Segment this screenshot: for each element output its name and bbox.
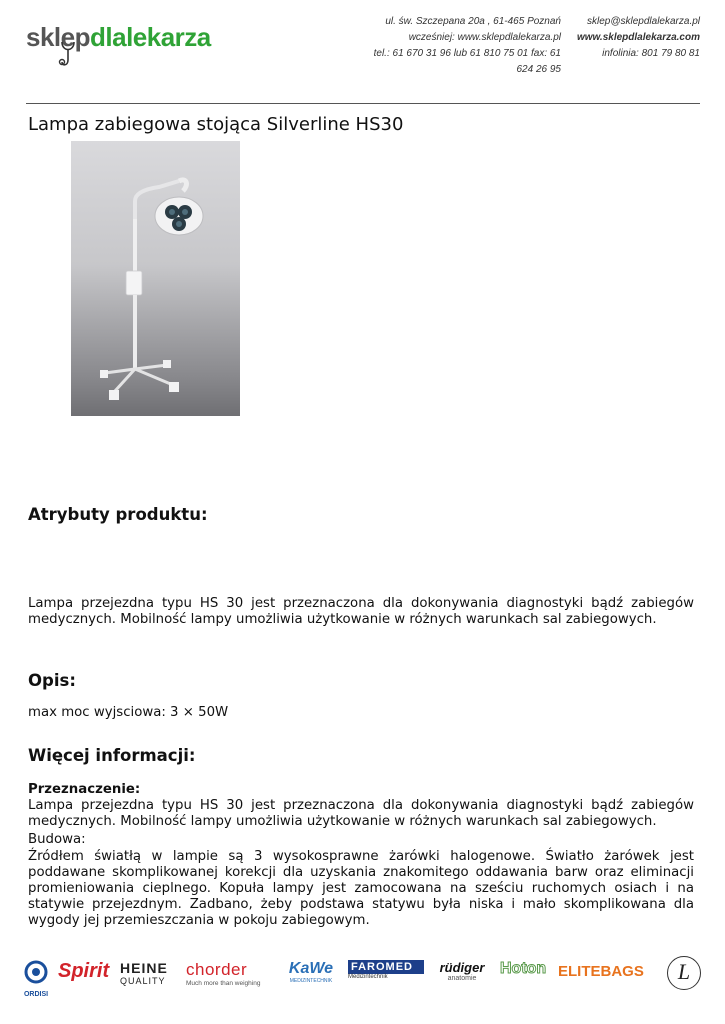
address-text: ul. św. Szczepana 20a , 61-465 Poznań [385, 16, 561, 27]
brand-kawe-logo[interactable] [286, 960, 336, 984]
brand-rudiger-name: rüdiger [439, 960, 485, 975]
contact-block-online [566, 14, 700, 62]
partner-brands-footer [22, 952, 706, 1002]
product-image [71, 141, 240, 416]
brand-faromed-logo[interactable] [348, 960, 424, 980]
attributes-heading: Atrybuty produktu: [28, 505, 208, 524]
previous-site-link[interactable]: wcześniej: www.sklepdlalekarza.pl [408, 32, 561, 43]
construction-label: Budowa: [28, 832, 86, 847]
phone-numbers: tel.: 61 670 31 96 lub 61 810 75 01 fax: 61 624 26 95 [373, 48, 561, 75]
brand-chorder-sub: Much more than weighing [186, 980, 261, 987]
construction-text: Źródłem światłą w lampie są 3 wysokosprawne żarówki halogenowe. Światło żarówek jest poddawane skomplikowanej korekcji dla uzyskania znakomitego oddawania barw oraz eliminacji promieniowania cieplnego. Kopuła lampy jest zamocowana na sześciu ruchomych osiach i na statywie przejezdnym. Zadbano, żeby podstawa statywu była niska i mało skomplikowana dla wygody jej przemieszczania w pokoju zabiegowym. [28, 849, 694, 928]
brand-kawe-sub: MEDIZINTECHNIK [289, 978, 333, 984]
ordisi-icon [23, 960, 49, 986]
purpose-text: Lampa przejezdna typu HS 30 jest przeznaczona dla dokonywania diagnostyki bądź zabiegów medycznych. Mobilność lampy umożliwia użytkowanie w różnych warunkach sal zabiegowych. [28, 798, 694, 829]
description-text: max moc wyjsciowa: 3 × 50W [28, 705, 229, 720]
attributes-text: Lampa przejezdna typu HS 30 jest przeznaczona dla dokonywania diagnostyki bądź zabiegów medycznych. Mobilność lampy umożliwia użytkowanie w różnych warunkach sal zabiegowych. [28, 596, 694, 627]
brand-chorder-name: chorder [186, 960, 248, 979]
brand-heine-sub: QUALITY [120, 976, 166, 986]
brand-faromed-sub: Medizintechnik [348, 974, 388, 980]
brand-ordisi-name: ORDISI [23, 991, 49, 998]
brand-elitebags-logo[interactable]: ELITEBAGS [558, 963, 644, 980]
page-header [26, 10, 700, 82]
infoline-text: infolinia: 801 79 80 81 [602, 48, 700, 59]
brand-heine-name: HEINE [120, 960, 168, 976]
logo-part-dla: dla [90, 22, 127, 52]
brand-kawe-name: KaWe [288, 960, 334, 977]
product-title: Lampa zabiegowa stojąca Silverline HS30 [28, 114, 404, 135]
contact-block-address [356, 14, 561, 78]
brand-spirit-logo[interactable]: Spirit [58, 960, 110, 982]
stethoscope-icon [58, 40, 80, 70]
logo-part-sklep: sklep [26, 22, 90, 52]
brand-l-logo[interactable]: L [667, 956, 701, 990]
logo-part-lekarza: lekarza [126, 22, 211, 52]
brand-ordisi-logo[interactable] [22, 960, 50, 998]
surgical-lamp-illustration [71, 141, 240, 416]
email-link[interactable]: sklep@sklepdlalekarza.pl [587, 16, 700, 27]
brand-rudiger-sub: anatomie [447, 975, 477, 982]
brand-rudiger-logo[interactable] [438, 960, 486, 982]
brand-chorder-logo[interactable] [186, 960, 272, 987]
description-heading: Opis: [28, 671, 76, 690]
brand-heine-logo[interactable] [120, 960, 174, 986]
shop-logo[interactable] [26, 22, 211, 62]
brand-faromed-name: FAROMED [348, 960, 424, 974]
brand-hoton-logo[interactable]: Hoton [500, 960, 547, 977]
more-info-heading: Więcej informacji: [28, 746, 196, 765]
website-link[interactable]: www.sklepdlalekarza.com [576, 32, 700, 43]
header-divider [26, 103, 700, 104]
purpose-label: Przeznaczenie: [28, 782, 141, 797]
